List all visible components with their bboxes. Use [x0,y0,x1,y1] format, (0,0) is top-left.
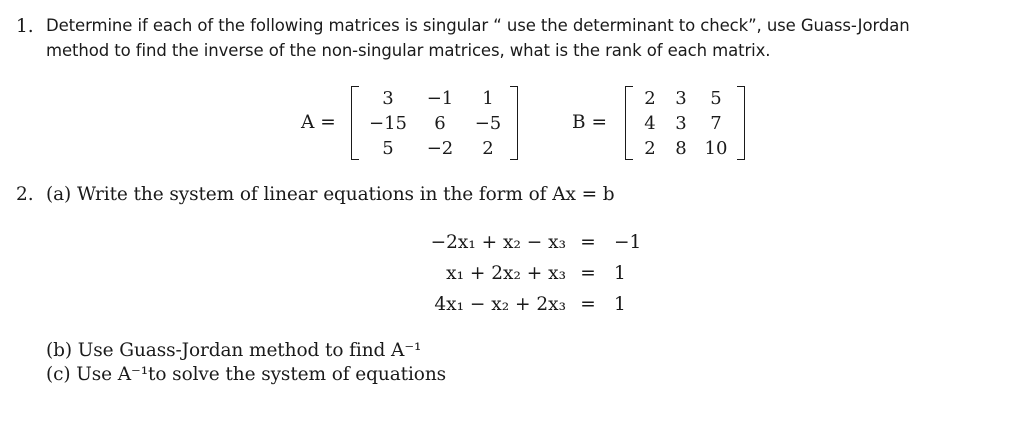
matrix-a-cell: 1 [482,88,494,109]
matrix-a-cell: 3 [382,88,394,109]
matrix-b-right-bracket [737,86,745,160]
matrix-a-label: A = [301,112,336,133]
question-1-line-1: Determine if each of the following matrices is singular “ use the determinant to check”, use Guass-Jordan [46,16,910,35]
matrix-a-right-bracket [510,86,518,160]
equation-1-relation: = [580,232,596,253]
matrix-b-label: B = [572,112,607,133]
matrix-a-cell: −15 [369,113,407,134]
equation-2-relation: = [580,263,596,284]
matrix-a-cell: −2 [426,138,454,159]
equation-3-relation: = [580,294,596,315]
matrix-b-cell: 8 [675,138,687,159]
matrix-b-cell: 10 [704,138,728,159]
equation-1-lhs: −2x₁ + x₂ − x₃ [430,232,566,253]
matrix-a-cell: −5 [474,113,502,134]
question-2-part-c: (c) Use A⁻¹to solve the system of equations [46,364,447,385]
question-2-number: 2. [16,184,34,205]
equation-3-rhs: 1 [614,294,626,315]
matrix-b-cell: 7 [710,113,722,134]
matrix-b-cell: 2 [644,138,656,159]
matrix-a-cell: 5 [382,138,394,159]
matrix-a-cell: 6 [434,113,446,134]
question-1-number: 1. [16,16,34,37]
question-1-line-2: method to find the inverse of the non-singular matrices, what is the rank of each matrix. [46,41,771,60]
equation-2-rhs: 1 [614,263,626,284]
equation-1-rhs: −1 [614,232,642,253]
equation-3-lhs: 4x₁ − x₂ + 2x₃ [434,294,566,315]
matrix-b-cell: 4 [644,113,656,134]
matrix-b-cell: 2 [644,88,656,109]
question-2-part-b: (b) Use Guass-Jordan method to find A⁻¹ [46,340,422,361]
matrix-b-cell: 5 [710,88,722,109]
question-2-part-a: (a) Write the system of linear equations in the form of Ax = b [46,184,615,205]
matrix-b-cell: 3 [675,113,687,134]
equation-2-lhs: x₁ + 2x₂ + x₃ [446,263,566,284]
matrix-a-left-bracket [351,86,359,160]
matrix-b-cell: 3 [675,88,687,109]
matrix-a-cell: 2 [482,138,494,159]
matrix-a-cell: −1 [426,88,454,109]
